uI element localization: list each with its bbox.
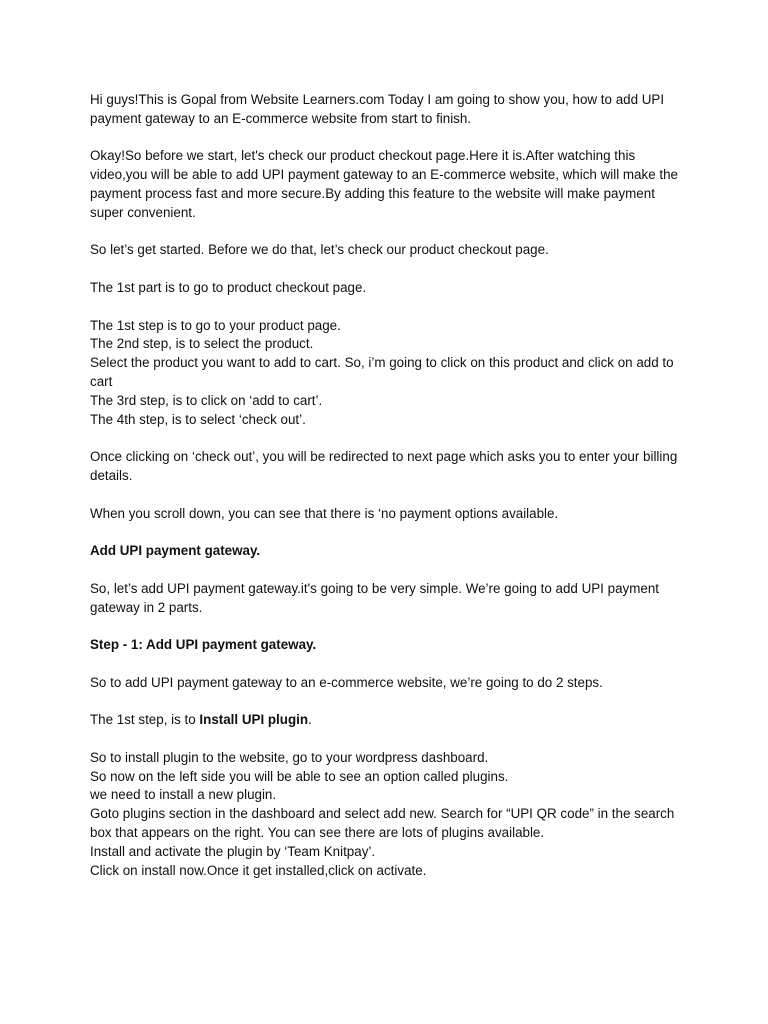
instruction-line: we need to install a new plugin. bbox=[90, 787, 277, 803]
redirect-paragraph: Once clicking on ‘check out’, you will be redirected to next page which asks you to enter your billing details. bbox=[90, 449, 678, 483]
instruction-line: Click on install now.Once it get installed,click on activate. bbox=[90, 862, 427, 878]
install-instructions bbox=[90, 749, 690, 881]
instruction-line: Install and activate the plugin by ‘Team Knitpay’. bbox=[90, 843, 376, 859]
step-heading: Step - 1: Add UPI payment gateway. bbox=[90, 637, 317, 653]
scroll-paragraph: When you scroll down, you can see that there is ‘no payment options available. bbox=[90, 505, 559, 521]
first-part-paragraph: The 1st part is to go to product checkout page. bbox=[90, 279, 367, 295]
install-step-paragraph bbox=[90, 711, 690, 730]
install-step-bold: Install UPI plugin bbox=[199, 712, 309, 728]
install-step-suffix: . bbox=[308, 712, 312, 728]
two-steps-paragraph: So to add UPI payment gateway to an e-commerce website, we’re going to do 2 steps. bbox=[90, 674, 603, 690]
step-line: Select the product you want to add to cart. So, i’m going to click on this product and click on add to cart bbox=[90, 355, 674, 389]
instruction-line: So to install plugin to the website, go to your wordpress dashboard. bbox=[90, 749, 489, 765]
step-line: The 1st step is to go to your product page. bbox=[90, 317, 341, 333]
install-step-prefix: The 1st step, is to bbox=[90, 712, 200, 728]
parts-paragraph: So, let’s add UPI payment gateway.it's going to be very simple. We’re going to add UPI payment gateway in 2 parts. bbox=[90, 580, 659, 615]
step-line: The 3rd step, is to click on ‘add to cart’. bbox=[90, 392, 323, 408]
instruction-line: So now on the left side you will be able to see an option called plugins. bbox=[90, 768, 509, 784]
section-heading: Add UPI payment gateway. bbox=[90, 543, 261, 559]
instruction-line: Goto plugins section in the dashboard and select add new. Search for “UPI QR code” in the search box that appears on the right. You can see there are lots of plugins available. bbox=[90, 806, 675, 841]
overview-paragraph: Okay!So before we start, let's check our product checkout page.Here it is.After watching this video,you will be able to add UPI payment gateway to an E-commerce website, which will make the payment process fast and more secure.By adding this feature to the website will make payment super convenient. bbox=[90, 148, 678, 220]
document-body bbox=[90, 91, 690, 899]
step-line: The 4th step, is to select ‘check out’. bbox=[90, 411, 306, 427]
checkout-steps bbox=[90, 317, 690, 430]
step-line: The 2nd step, is to select the product. bbox=[90, 336, 314, 352]
intro-paragraph: Hi guys!This is Gopal from Website Learners.com Today I am going to show you, how to add UPI payment gateway to an E-commerce website from start to finish. bbox=[90, 92, 665, 126]
get-started-paragraph: So let’s get started. Before we do that, let’s check our product checkout page. bbox=[90, 242, 549, 258]
